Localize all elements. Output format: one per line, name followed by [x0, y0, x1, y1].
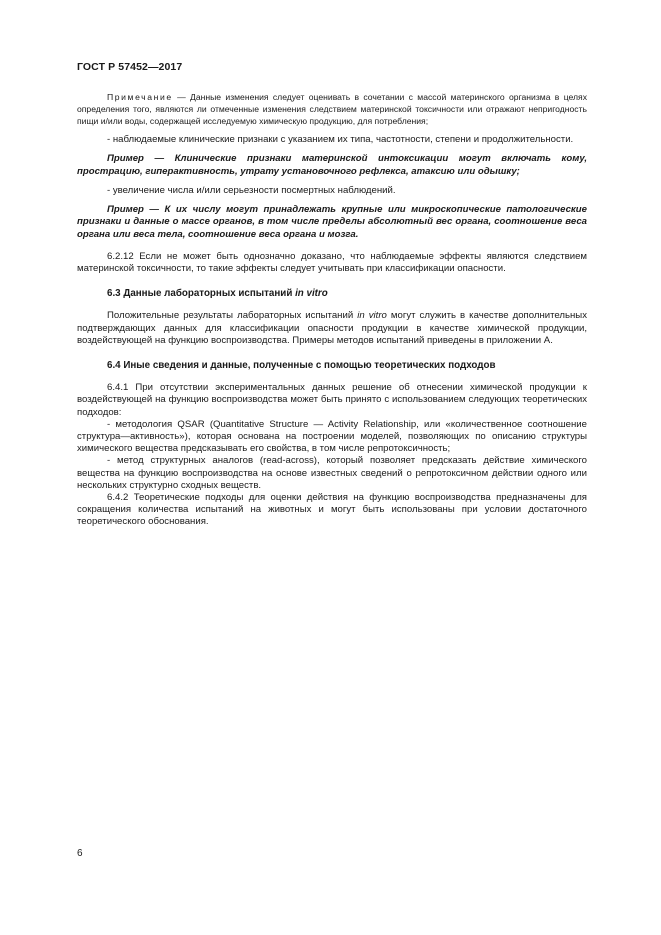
example-2-label: Пример — — [107, 204, 160, 216]
paragraph-6-3-italic: in vitro — [357, 310, 387, 322]
paragraph-6-3-part1: Положительные результаты лабораторных испытаний — [107, 310, 358, 322]
paragraph-6-2-12: 6.2.12 Если не может быть однозначно доказано, что наблюдаемые эффекты являются следствием материнской токсичности, то такие эффекты следует учитывать при классификации опасности. — [77, 250, 587, 274]
paragraph-6-4-2: 6.4.2 Теоретические подходы для оценки действия на функцию воспроизводства предназначены для сокращения количества испытаний на животных и могут быть использованы при условии достаточного теоретического обоснования. — [77, 491, 587, 528]
bullet-clinical-signs: - наблюдаемые клинические признаки с указанием их типа, частотности, степени и продолжительности. — [107, 134, 574, 146]
example-1 — [77, 153, 587, 177]
paragraph-6-3 — [77, 310, 587, 347]
paragraph-6-4-1: 6.4.1 При отсутствии экспериментальных данных решение об отнесении химической продукции к воздействующей на функцию воспроизводства может быть принято с использованием следующих теоретических подходов: — [77, 382, 587, 418]
note-label: Примечание — [107, 92, 173, 102]
section-6-4-heading: 6.4 Иные сведения и данные, полученные с помощью теоретических подходов — [107, 359, 496, 371]
example-1-label: Пример — — [107, 153, 165, 165]
bullet-read-across: - метод структурных аналогов (read-across), который позволяет предсказать действие химического вещества на функцию воспроизводства на основе известных сведений о репротоксичном действии одного или нескольких структурно сходных веществ. — [77, 455, 587, 491]
example-1-text: Клинические признаки материнской интоксикации могут включать кому, прострацию, гиперактивность, утрату установочного рефлекса, атаксию или одышку; — [77, 153, 587, 177]
section-6-3-title: 6.3 Данные лабораторных испытаний — [107, 288, 296, 300]
document-code: ГОСТ Р 57452—2017 — [77, 61, 183, 73]
note-paragraph — [77, 91, 587, 127]
example-2 — [77, 204, 587, 241]
bullet-qsar: - методология QSAR (Quantitative Structure — Activity Relationship, или «количественное соотношение структура—активность»), которая основана на построении моделей, позволяющих по описанию структуры химического вещества предсказывать его свойства, в том числе репротоксичность; — [77, 418, 587, 455]
example-2-text: К их числу могут принадлежать крупные или микроскопические патологические признаки и данные о массе органов, в том числе пределы абсолютный вес органа, соотношение веса органа или веса тела, соотношение веса органа и мозга. — [77, 204, 587, 240]
section-6-3-heading — [77, 288, 587, 300]
bullet-postmortem: - увеличение числа и/или серьезности посмертных наблюдений. — [107, 184, 396, 196]
note-text: — Данные изменения следует оценивать в сочетании с массой материнского организма в целях определения того, являются ли отмеченные изменения следствием материнской токсичности или отражают непригодность пищи и/или воды, содержащей исследуемую химическую продукцию, для потребления; — [77, 92, 587, 127]
section-6-3-italic: in vitro — [295, 288, 328, 300]
paragraph-6-3-part2: могут служить в качестве дополнительных подтверждающих данных для классификации опасности продукции в качестве химической продукции, воздействующей на функцию воспроизводства. Примеры методов испытаний приведены в приложении А. — [77, 310, 587, 346]
page-number: 6 — [77, 848, 83, 859]
document-body — [77, 91, 587, 529]
